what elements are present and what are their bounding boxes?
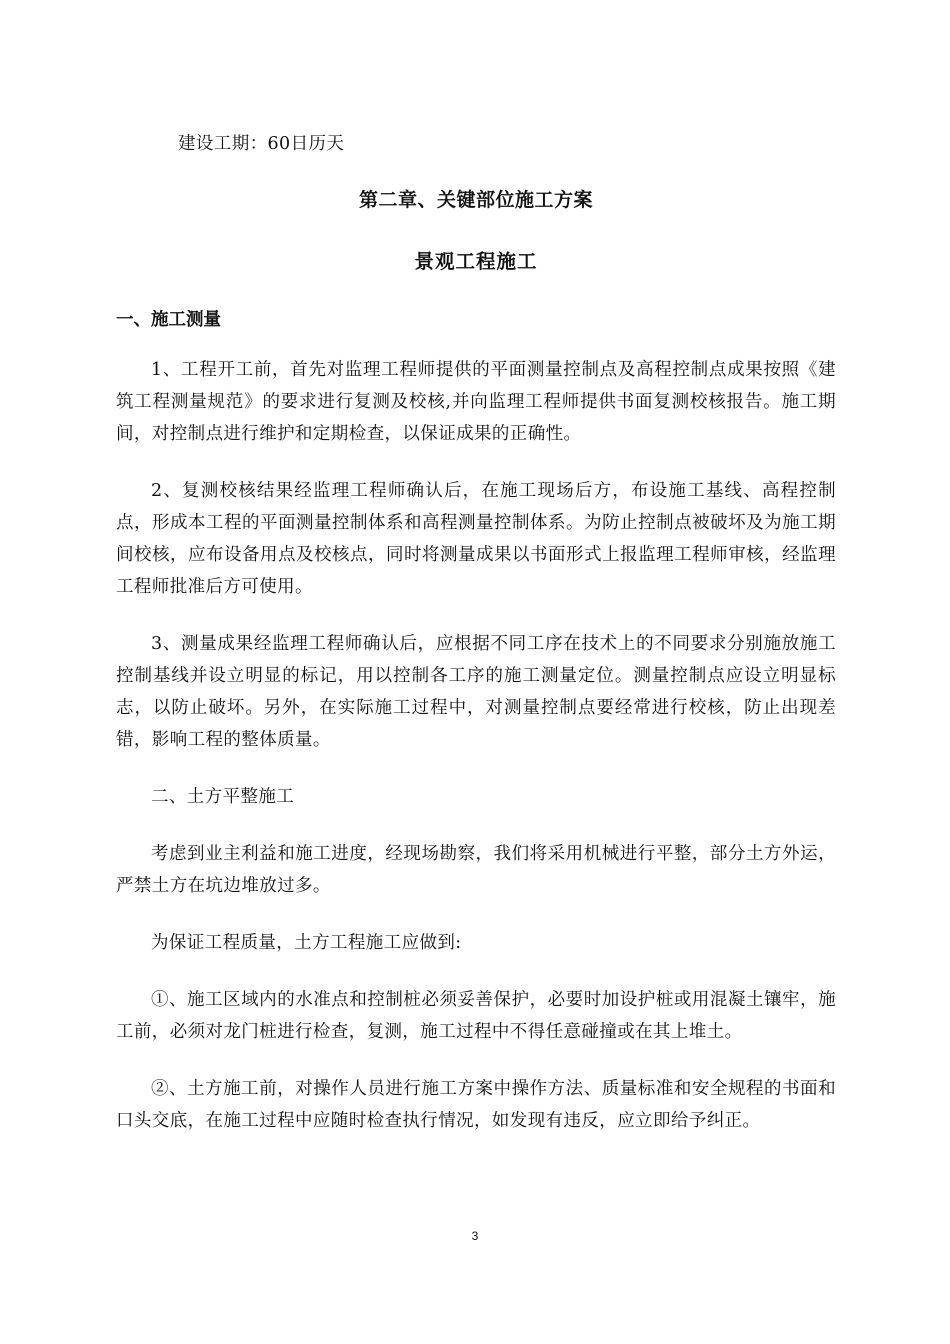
construction-period-line: 建设工期：60日历天 [178, 134, 345, 154]
paragraph-earthwork-4: ②、土方施工前，对操作人员进行施工方案中操作方法、质量标准和安全规程的书面和口头交底，在施工过程中应随时检查执行情况，如发现有违反，应立即给予纠正。 [116, 1079, 836, 1131]
section-title: 景观工程施工 [414, 250, 538, 273]
paragraph-survey-2: 2、复测校核结果经监理工程师确认后，在施工现场后方，布设施工基线、高程控制点，形成本工程的平面测量控制体系和高程测量控制体系。为防止控制点被破坏及为施工期间校核，应布设备用点及校核点，同时将测量成果以书面形式上报监理工程师审核，经监理工程师批准后方可使用。 [116, 481, 836, 597]
paragraph-survey-1: 1、工程开工前，首先对监理工程师提供的平面测量控制点及高程控制点成果按照《建筑工程测量规范》的要求进行复测及校核,并向监理工程师提供书面复测校核报告。施工期间，对控制点进行维护和定期检查，以保证成果的正确性。 [116, 360, 836, 444]
heading-construction-survey: 一、施工测量 [116, 310, 221, 330]
heading-earthwork-leveling: 二、土方平整施工 [151, 787, 295, 807]
paragraph-earthwork-1: 考虑到业主利益和施工进度，经现场勘察，我们将采用机械进行平整，部分土方外运，严禁土方在坑边堆放过多。 [116, 844, 836, 896]
paragraph-earthwork-2: 为保证工程质量，土方工程施工应做到: [151, 933, 462, 953]
chapter-title: 第二章、关键部位施工方案 [358, 189, 593, 211]
paragraph-survey-3: 3、测量成果经监理工程师确认后，应根据不同工序在技术上的不同要求分别施放施工控制基线并设立明显的标记，用以控制各工序的施工测量定位。测量控制点应设立明显标志，以防止破坏。另外，在实际施工过程中，对测量控制点要经常进行校核，防止出现差错，影响工程的整体质量。 [116, 634, 836, 750]
paragraph-earthwork-3: ①、施工区域内的水准点和控制桩必须妥善保护，必要时加设护桩或用混凝土镶牢，施工前，必须对龙门桩进行检查，复测，施工过程中不得任意碰撞或在其上堆土。 [116, 990, 836, 1042]
page-number: 3 [471, 1229, 479, 1243]
page-content [116, 128, 836, 1162]
